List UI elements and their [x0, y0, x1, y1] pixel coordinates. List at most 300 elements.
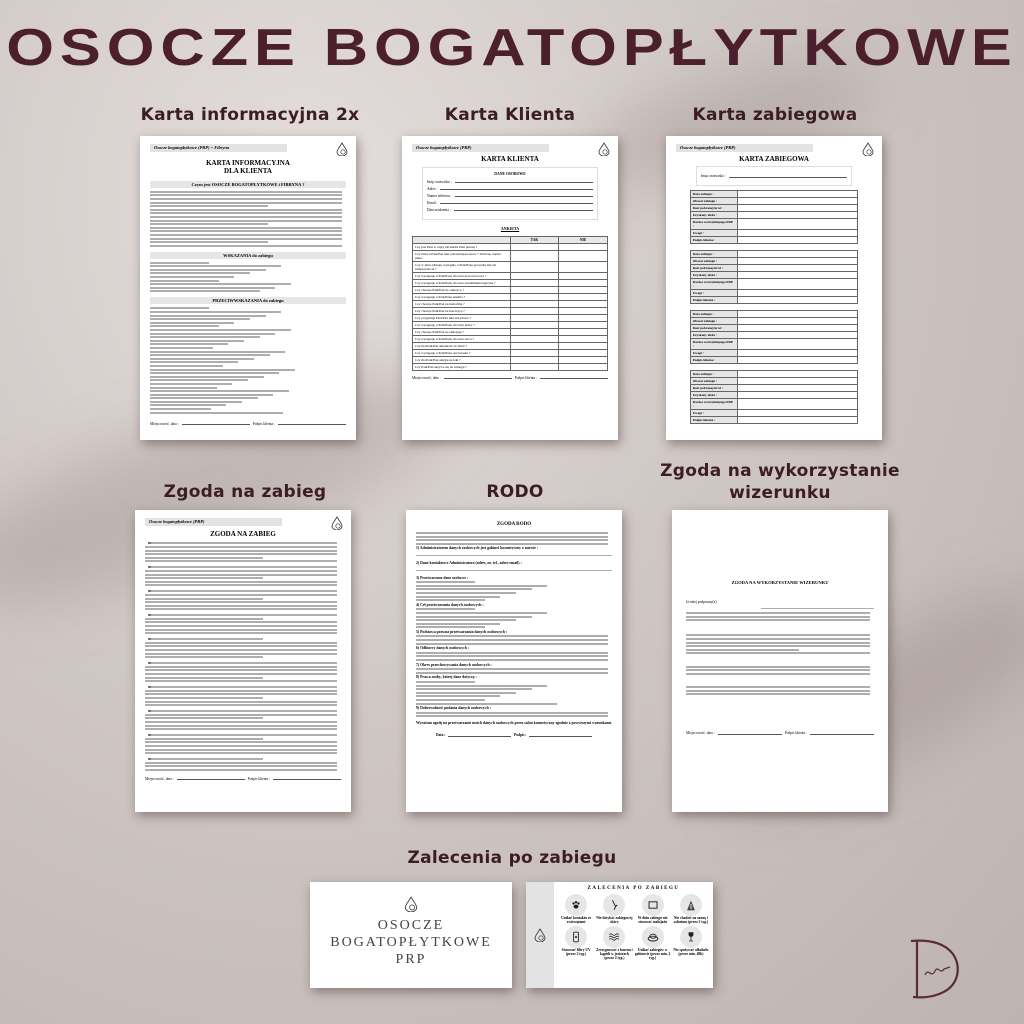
text-block	[150, 191, 346, 247]
table-row	[413, 363, 608, 370]
text-line	[150, 361, 238, 363]
text-block	[686, 612, 874, 621]
row-label: Ilość pobranej krwi :	[690, 385, 737, 392]
table-row	[413, 335, 608, 342]
signature-label: Podpis klienta :	[247, 776, 271, 781]
treatment-table	[690, 310, 859, 364]
row-value[interactable]	[737, 219, 858, 230]
text-line	[145, 765, 337, 767]
text-line	[150, 394, 273, 396]
yes-cell[interactable]	[510, 363, 559, 370]
section-heading: 4) Cel przetwarzania danych osobowych :	[416, 602, 484, 607]
no-cell[interactable]	[559, 328, 608, 335]
text-line	[145, 741, 337, 743]
text-line	[686, 612, 870, 614]
label-treatment-card: Karta zabiegowa	[692, 105, 858, 125]
text-block	[150, 307, 346, 413]
text-line	[150, 198, 342, 200]
row-label: Uwagi :	[690, 350, 737, 357]
text-line	[145, 574, 337, 576]
row-label: Dawka wstrzykniętego PRP :	[690, 219, 737, 230]
text-line	[416, 616, 532, 618]
frame-icon	[642, 894, 664, 916]
yes-cell[interactable]	[510, 293, 559, 300]
text-line	[150, 358, 254, 360]
section-heading: ANKIETA	[500, 225, 520, 231]
text-line	[150, 223, 268, 225]
table-row	[413, 272, 608, 279]
text-line	[145, 550, 337, 552]
field-line[interactable]	[454, 208, 593, 211]
yes-cell[interactable]	[510, 300, 559, 307]
text-line	[150, 379, 248, 381]
text-line	[145, 673, 337, 675]
table-row	[413, 293, 608, 300]
doc-header: Osocze bogatopłytkowe (PRP)	[145, 518, 282, 526]
section-heading: Czym jest OSOCZE BOGATOPŁYTKOWE i FIBRYNA ?	[150, 181, 346, 188]
signature-label: Podpis :	[514, 733, 527, 738]
drop-logo-icon	[862, 142, 874, 156]
no-cell[interactable]	[559, 286, 608, 293]
text-line	[150, 383, 232, 385]
row-value[interactable]	[737, 357, 858, 364]
doc-title: ZGODA RODO	[496, 522, 532, 527]
question-cell: Czy choruje Pani/Pan na łuszczycę ?	[413, 307, 511, 314]
row-value[interactable]	[737, 212, 858, 219]
yes-header: TAK	[510, 236, 559, 243]
field-line[interactable]	[440, 201, 593, 204]
text-line	[150, 318, 250, 320]
table-row	[690, 230, 858, 237]
text-line	[145, 590, 337, 592]
doc-title: KARTA ZABIEGOWA	[739, 155, 809, 163]
row-value[interactable]	[737, 265, 858, 272]
question-cell: Czy ma Pani/Pan skłonność do blizn ?	[413, 342, 511, 349]
yes-cell[interactable]	[510, 328, 559, 335]
table-row	[690, 219, 858, 230]
field-line[interactable]	[440, 187, 593, 190]
name-label: Imię i nazwisko :	[701, 174, 726, 179]
row-label: Uwagi :	[690, 410, 737, 417]
text-line	[145, 686, 337, 688]
table-row	[413, 250, 608, 261]
question-cell: Czy choruje Pani/Pan na epilepsję ?	[413, 328, 511, 335]
table-row	[690, 265, 858, 272]
doc-header: Osocze bogatopłytkowe (PRP)	[676, 144, 813, 152]
text-line	[150, 315, 266, 317]
text-block	[686, 666, 874, 675]
yes-cell[interactable]	[510, 356, 559, 363]
text-line	[145, 769, 337, 771]
row-value[interactable]	[737, 399, 858, 410]
card-line: BOGATOPŁYTKOWE	[330, 935, 492, 950]
yes-cell[interactable]	[510, 335, 559, 342]
text-line	[145, 714, 337, 716]
yes-cell[interactable]	[510, 250, 559, 261]
text-line	[150, 343, 228, 345]
no-cell[interactable]	[559, 349, 608, 356]
no-cell[interactable]	[559, 300, 608, 307]
table-row	[690, 205, 858, 212]
place-date-label: Miejscowość, data :	[150, 421, 179, 426]
text-line	[416, 543, 608, 545]
text-line	[145, 566, 337, 568]
no-cell[interactable]	[559, 261, 608, 272]
no-cell[interactable]	[559, 342, 608, 349]
row-label: Podpis klienta :	[690, 357, 737, 364]
label-rodo: RODO	[486, 482, 544, 502]
row-value[interactable]	[737, 392, 858, 399]
recommendation-text: Stosować filtry UV (przez 2 tyg.)	[561, 948, 591, 956]
row-value[interactable]	[737, 272, 858, 279]
aftercare-card-back	[526, 882, 713, 988]
row-label: Data zabiegu :	[690, 191, 737, 198]
text-line	[150, 216, 342, 218]
row-value[interactable]	[737, 417, 858, 424]
text-block	[145, 542, 341, 771]
text-line	[145, 693, 337, 695]
recommendation-text: Unikać kontaktu ze zwierzętami	[561, 916, 592, 924]
text-line	[150, 347, 213, 349]
text-line	[150, 212, 342, 214]
table-row	[690, 410, 858, 417]
text-line	[416, 592, 516, 594]
text-line	[150, 269, 266, 271]
no-cell[interactable]	[559, 307, 608, 314]
no-cell[interactable]	[559, 321, 608, 328]
text-line	[150, 354, 270, 356]
no-cell[interactable]	[559, 243, 608, 250]
yes-cell[interactable]	[510, 349, 559, 356]
row-label: Podpis klienta :	[690, 297, 737, 304]
text-line	[416, 668, 608, 670]
plate-icon	[642, 926, 664, 948]
text-line	[150, 194, 342, 196]
table-row	[413, 356, 608, 363]
label-consent: Zgoda na zabieg	[163, 482, 327, 502]
text-line	[145, 614, 337, 616]
row-label: Uzyskany efekt :	[690, 212, 737, 219]
row-value[interactable]	[737, 251, 858, 258]
text-line	[150, 390, 289, 392]
text-line	[150, 365, 223, 367]
text-block	[150, 262, 346, 293]
text-line	[686, 690, 870, 692]
text-line	[416, 655, 608, 657]
question-cell: Czy występuje u Pani/Pana choroba serca ?	[413, 335, 511, 342]
table-row	[690, 191, 858, 198]
text-line	[150, 322, 234, 324]
doc-header: Osocze bogatopłytkowe (PRP)	[412, 144, 549, 152]
row-label: Uzyskany efekt :	[690, 332, 737, 339]
text-line	[150, 325, 219, 327]
text-line	[416, 672, 608, 674]
table-row	[690, 311, 858, 318]
row-label: Obszar zabiegu :	[690, 318, 737, 325]
question-cell: Czy przyjmuje Pani/Pan leki sterydowe ?	[413, 314, 511, 321]
question-cell: Czy występuje u Pani/Pana choroba autoimmunologiczna ?	[413, 279, 511, 286]
brand-monogram-logo	[905, 935, 967, 1003]
doc-title: KARTA INFORMACYJNA	[206, 159, 290, 167]
row-value[interactable]	[737, 332, 858, 339]
card-title: ZALECENIA PO ZABIEGU	[587, 886, 680, 891]
text-line	[145, 594, 337, 596]
row-label: Uzyskany efekt :	[690, 392, 737, 399]
row-value[interactable]	[737, 237, 858, 244]
text-line	[686, 649, 799, 651]
row-label: Ilość pobranej krwi :	[690, 265, 737, 272]
question-cell: Czy w dniu zabiegu wystąpiło u Pani/Pana gorączka lub złe samopoczucie ?	[413, 261, 511, 272]
recommendation-text: Nie chodzić na saunę i solarium (przez 2 tyg.)	[673, 916, 709, 924]
no-cell[interactable]	[559, 335, 608, 342]
text-line	[150, 412, 283, 414]
label-image-consent	[650, 460, 910, 504]
aftercare-card-front	[310, 882, 512, 988]
no-cell[interactable]	[559, 293, 608, 300]
table-row	[690, 378, 858, 385]
row-value[interactable]	[737, 198, 858, 205]
text-line	[150, 404, 226, 406]
section-heading: 2) Dane kontaktowe Administratora (adres, nr. tel., adres email) :	[416, 560, 522, 565]
text-line	[416, 623, 500, 625]
recommendation-item	[595, 926, 633, 960]
text-line	[150, 276, 234, 278]
table-row	[690, 198, 858, 205]
row-label: Data zabiegu :	[690, 371, 737, 378]
row-value[interactable]	[737, 290, 858, 297]
text-line	[150, 202, 342, 204]
text-line	[145, 669, 337, 671]
no-cell[interactable]	[559, 363, 608, 370]
text-line	[416, 608, 475, 610]
text-line	[150, 333, 275, 335]
text-line	[145, 560, 337, 562]
row-value[interactable]	[737, 378, 858, 385]
text-line	[416, 585, 547, 587]
signature-label: Podpis klienta :	[252, 421, 276, 426]
yes-cell[interactable]	[510, 286, 559, 293]
label-aftercare: Zalecenia po zabiegu	[407, 848, 617, 868]
text-line	[150, 372, 279, 374]
yes-cell[interactable]	[510, 342, 559, 349]
text-line	[686, 645, 870, 647]
text-line	[145, 728, 337, 730]
treatment-table	[690, 190, 859, 244]
text-line	[145, 738, 263, 740]
row-value[interactable]	[737, 205, 858, 212]
no-cell[interactable]	[559, 272, 608, 279]
table-row	[690, 357, 858, 364]
text-line	[150, 262, 209, 264]
table-row	[690, 237, 858, 244]
drop-logo-icon	[331, 516, 343, 530]
card-line: OSOCZE	[377, 918, 445, 933]
yes-cell[interactable]	[510, 314, 559, 321]
final-statement: Wyrażam zgodę na przetwarzanie moich danych osobowych przez salon kosmetyczny zgodnie z powyższymi warunkami.	[416, 721, 612, 726]
recommendation-text: Nie dotykać zabiegowej skóry	[596, 916, 633, 924]
text-line	[150, 272, 250, 274]
form-field	[427, 194, 593, 198]
row-label: Data zabiegu :	[690, 251, 737, 258]
text-line	[416, 688, 532, 690]
table-row	[690, 297, 858, 304]
text-line	[416, 703, 557, 705]
text-line	[150, 241, 268, 243]
rodo-document	[406, 510, 622, 812]
doc-header: Osocze bogatopłytkowe (PRP) + Fibryna	[150, 144, 287, 152]
row-value[interactable]	[737, 191, 858, 198]
text-line	[150, 265, 281, 267]
treatment-card-document	[666, 136, 882, 440]
section-heading: 6) Odbiorcy danych osobowych :	[416, 646, 470, 651]
text-line	[150, 234, 342, 236]
field-line[interactable]	[455, 180, 593, 183]
recommendation-item	[672, 894, 710, 924]
no-cell[interactable]	[559, 250, 608, 261]
row-value[interactable]	[737, 258, 858, 265]
table-row	[690, 417, 858, 424]
question-cell: Czy Pani/Pan ukrywa się na zabiegu ?	[413, 363, 511, 370]
text-line	[150, 340, 244, 342]
text-block	[416, 608, 612, 628]
text-line	[416, 681, 475, 683]
text-line	[150, 227, 342, 229]
row-value[interactable]	[737, 230, 858, 237]
text-line	[145, 546, 337, 548]
text-line	[145, 618, 263, 620]
text-line	[145, 584, 337, 586]
text-line	[416, 581, 475, 583]
recommendation-text: Zrezygnować z basenu i kąpieli w jeziorach (przez 2 tyg.)	[596, 948, 633, 960]
text-line	[686, 666, 870, 668]
personal-data-box	[422, 167, 598, 220]
table-row	[413, 314, 608, 321]
text-line	[150, 307, 209, 309]
text-line	[145, 745, 337, 747]
text-line	[416, 652, 608, 654]
yes-cell[interactable]	[510, 243, 559, 250]
label-line: Zgoda na wykorzystanie	[660, 461, 900, 481]
no-header: NIE	[559, 236, 608, 243]
yes-cell[interactable]	[510, 279, 559, 286]
table-row	[690, 212, 858, 219]
row-value[interactable]	[737, 350, 858, 357]
text-block	[416, 681, 612, 705]
page-title: OSOCZE BOGATOPŁYTKOWE	[6, 19, 1018, 77]
drop-logo-icon	[598, 142, 610, 156]
sunscreen-icon	[565, 926, 587, 948]
no-cell[interactable]	[559, 356, 608, 363]
text-line	[145, 605, 337, 607]
row-label: Uwagi :	[690, 230, 737, 237]
text-line	[145, 734, 337, 736]
row-value[interactable]	[737, 325, 858, 332]
text-line	[150, 329, 291, 331]
text-line	[145, 662, 337, 664]
text-line	[416, 692, 516, 694]
text-line	[686, 669, 870, 671]
text-line	[150, 336, 260, 338]
yes-cell[interactable]	[510, 261, 559, 272]
text-line	[416, 685, 547, 687]
table-row	[690, 332, 858, 339]
table-row	[690, 385, 858, 392]
text-line	[416, 599, 485, 601]
no-cell[interactable]	[559, 279, 608, 286]
section-heading: PRZECIWWSKAZANIA do zabiegu	[150, 297, 346, 304]
field-label: Adres :	[427, 186, 438, 191]
survey-table	[412, 236, 608, 371]
no-cell[interactable]	[559, 314, 608, 321]
text-block	[416, 668, 612, 674]
question-cell: Czy występują u Pani/Pana choroby skóry ?	[413, 321, 511, 328]
row-value[interactable]	[737, 279, 858, 290]
text-line	[145, 632, 337, 634]
recommendation-item	[634, 926, 672, 960]
text-line	[145, 704, 337, 706]
text-line	[416, 643, 608, 645]
row-label: Ilość pobranej krwi :	[690, 325, 737, 332]
sauna-icon	[680, 894, 702, 916]
text-line	[150, 408, 211, 410]
text-line	[416, 596, 500, 598]
question-cell: Czy występuje u Pani/Pana anemia ?	[413, 293, 511, 300]
text-block	[416, 652, 612, 661]
question-cell: Czy choruje Pani/Pan na cukrzycę ?	[413, 286, 511, 293]
field-line[interactable]	[455, 194, 593, 197]
text-block	[416, 712, 612, 718]
row-label: Podpis klienta :	[690, 417, 737, 424]
row-value[interactable]	[737, 311, 858, 318]
drop-logo-icon	[534, 928, 546, 942]
row-value[interactable]	[737, 410, 858, 417]
section-heading: WSKAZANIA do zabiegu	[150, 252, 346, 259]
text-line	[150, 238, 342, 240]
waves-icon	[603, 926, 625, 948]
text-line	[150, 230, 342, 232]
client-card-document	[402, 136, 618, 440]
text-line	[686, 652, 870, 654]
text-line	[145, 638, 263, 640]
info-card-document	[140, 136, 356, 440]
row-value[interactable]	[737, 385, 858, 392]
doc-title: KARTA KLIENTA	[481, 155, 539, 163]
row-label: Dawka wstrzykniętego PRP :	[690, 399, 737, 410]
field-label: Numer telefonu :	[427, 193, 452, 198]
recommendation-item	[557, 926, 595, 960]
row-value[interactable]	[737, 297, 858, 304]
text-line	[145, 762, 337, 764]
section-heading: 3) Przetwarzane dane osobowe :	[416, 575, 469, 580]
text-line	[145, 697, 263, 699]
text-line	[145, 752, 337, 754]
section-heading: DANE OSOBOWE	[494, 172, 526, 177]
text-line	[416, 588, 532, 590]
doc-title: ZGODA NA WYKORZYSTANIE WIZERUNKU	[731, 580, 829, 585]
yes-cell[interactable]	[510, 307, 559, 314]
yes-cell[interactable]	[510, 321, 559, 328]
row-value[interactable]	[737, 318, 858, 325]
row-label: Uwagi :	[690, 290, 737, 297]
text-line	[150, 280, 219, 282]
text-line	[145, 653, 337, 655]
yes-cell[interactable]	[510, 272, 559, 279]
row-value[interactable]	[737, 371, 858, 378]
table-row	[413, 279, 608, 286]
text-line	[145, 710, 337, 712]
label-info-card: Karta informacyjna 2x	[140, 105, 360, 125]
row-value[interactable]	[737, 339, 858, 350]
